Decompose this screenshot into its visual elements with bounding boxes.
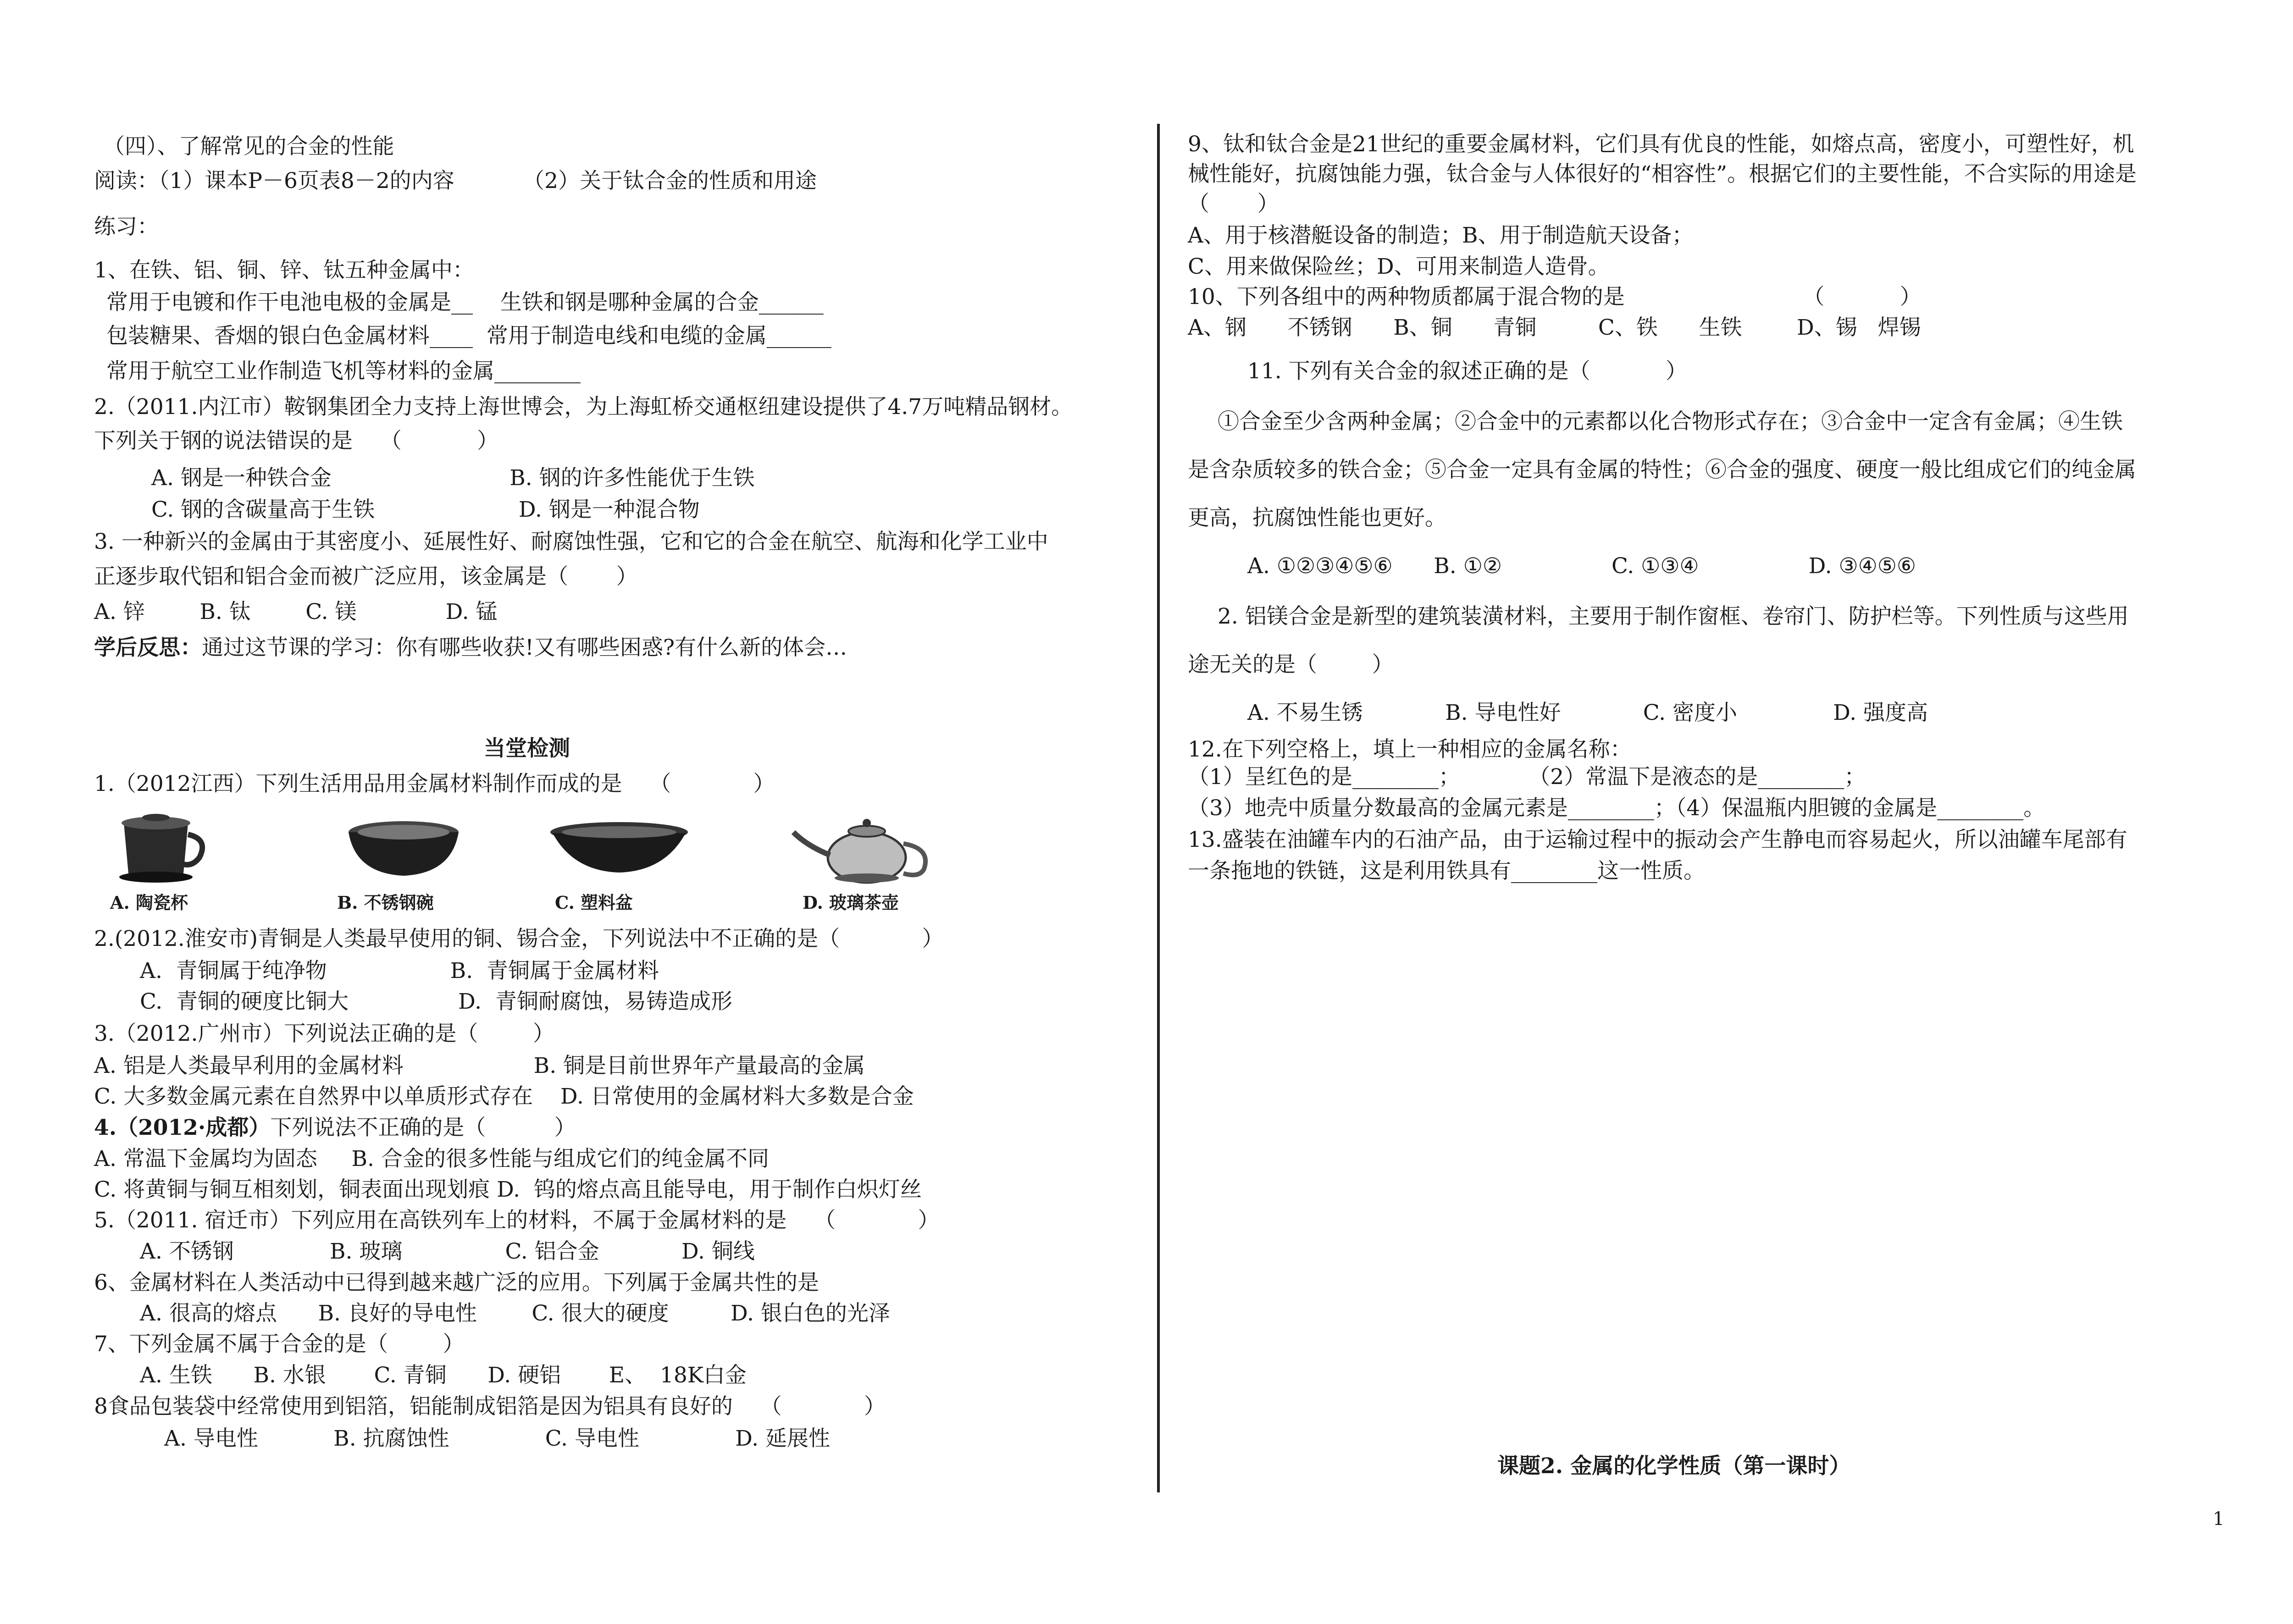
text-line: 5.（2011. 宿迁市）下列应用在高铁列车上的材料，不属于金属材料的是 （ ） — [94, 1208, 940, 1233]
text-line: A. 钢是一种铁合金 B. 钢的许多性能优于生铁 — [151, 465, 755, 491]
text-line: A. ①②③④⑤⑥ B. ①② C. ①③④ D. ③④⑤⑥ — [1247, 553, 1916, 579]
text-line: C. 青铜的硬度比铜大 D. 青铜耐腐蚀，易铸造成形 — [140, 989, 732, 1014]
text-line: 是含杂质较多的铁合金；⑤合金一定具有金属的特性；⑥合金的强度、硬度一般比组成它们的纯金属 — [1188, 457, 2136, 482]
text-line — [94, 1114, 576, 1142]
text-line: （3）地壳中质量分数最高的金属元素是________；（4）保温瓶内胆镀的金属是________。 — [1188, 795, 2045, 821]
page-number: 1 — [2213, 1508, 2225, 1530]
text-line: 阅读：（1）课本P－6页表8－2的内容 （2）关于钛合金的性质和用途 — [94, 168, 817, 193]
section-heading: 课题2. 金属的化学性质（第一课时） — [1497, 1453, 1851, 1479]
text-line: （四）、了解常见的合金的性能 — [103, 134, 394, 159]
text-line: A. 常温下金属均为固态 B. 合金的很多性能与组成它们的纯金属不同 — [94, 1146, 769, 1171]
ceramic-cup-caption: A. 陶瓷杯 — [110, 892, 188, 913]
text-line: C. 将黄铜与铜互相刻划，铜表面出现划痕 D. 钨的熔点高且能导电，用于制作白炽灯丝 — [94, 1177, 922, 1202]
plastic-basin-icon — [546, 814, 697, 887]
text-line: C. 大多数金属元素在自然界中以单质形式存在 D. 日常使用的金属材料大多数是合金 — [94, 1084, 914, 1109]
text-line: 1.（2012江西）下列生活用品用金属材料制作而成的是 （ ） — [94, 771, 775, 796]
text-line: A、用于核潜艇设备的制造；B、用于制造航天设备； — [1188, 223, 1694, 248]
bold-label: 4.（2012·成都） — [94, 1115, 271, 1140]
text-line: 正逐步取代铝和铝合金而被广泛应用，该金属是（ ） — [94, 564, 638, 589]
text-line: 2.（2011.内江市）鞍钢集团全力支持上海世博会，为上海虹桥交通枢纽建设提供了4.7万吨精品钢材。 — [94, 394, 1073, 420]
text-line: A. 导电性 B. 抗腐蚀性 C. 导电性 D. 延展性 — [164, 1426, 830, 1451]
text-line: 12.在下列空格上，填上一种相应的金属名称： — [1188, 737, 1632, 762]
text-line: 2.(2012.淮安市)青铜是人类最早使用的铜、锡合金，下列说法中不正确的是（ ） — [94, 926, 944, 951]
text-line: 7、下列金属不属于合金的是（ ） — [94, 1331, 465, 1357]
text-line: 途无关的是（ ） — [1188, 652, 1394, 677]
text-line: A. 青铜属于纯净物 B. 青铜属于金属材料 — [140, 958, 659, 983]
text-line: 11. 下列有关合金的叙述正确的是（ ） — [1247, 359, 1688, 384]
text-line: 械性能好，抗腐蚀能力强，钛合金与人体很好的“相容性”。根据它们的主要性能，不合实际的用途是 — [1188, 161, 2137, 187]
stainless-bowl-icon — [342, 814, 493, 887]
text-line: （ ） — [1188, 191, 1279, 216]
text-line — [94, 634, 847, 662]
text-line: A. 铝是人类最早利用的金属材料 B. 铜是目前世界年产量最高的金属 — [94, 1053, 865, 1078]
glass-teapot-caption: D. 玻璃茶壶 — [803, 892, 899, 913]
text-line: 13.盛装在油罐车内的石油产品，由于运输过程中的振动会产生静电而容易起火，所以油罐车尾部有 — [1188, 827, 2127, 852]
stainless-bowl-caption: B. 不锈钢碗 — [337, 892, 434, 913]
text-line: 常用于电镀和作干电池电极的金属是__ 生铁和钢是哪种金属的合金______ — [106, 290, 824, 315]
text-line: 2. 铝镁合金是新型的建筑装潢材料，主要用于制作窗框、卷帘门、防护栏等。下列性质与这些用 — [1218, 604, 2129, 629]
text-line: 练习： — [94, 214, 159, 239]
bold-label: 学后反思： — [94, 635, 202, 660]
text-line: 3. 一种新兴的金属由于其密度小、延展性好、耐腐蚀性强，它和它的合金在航空、航海和化学工业中 — [94, 529, 1048, 554]
text-line: A. 锌 B. 钛 C. 镁 D. 锰 — [94, 599, 498, 624]
text-line: A. 不锈钢 B. 玻璃 C. 铝合金 D. 铜线 — [140, 1239, 755, 1264]
text-line: 更高，抗腐蚀性能也更好。 — [1188, 505, 1446, 530]
text-line: A. 生铁 B. 水银 C. 青铜 D. 硬铝 E、 18K白金 — [140, 1363, 747, 1388]
text-line: （1）呈红色的是________； （2）常温下是液态的是________； — [1188, 764, 1866, 790]
text-line: ①合金至少含两种金属；②合金中的元素都以化合物形式存在；③合金中一定含有金属；④生铁 — [1218, 409, 2123, 434]
text-line: 3.（2012.广州市）下列说法正确的是（ ） — [94, 1021, 554, 1046]
text-line: 常用于航空工业作制造飞机等材料的金属________ — [106, 359, 581, 384]
column-divider — [1157, 124, 1160, 1492]
text-line: A. 不易生锈 B. 导电性好 C. 密度小 D. 强度高 — [1247, 700, 1928, 725]
text-line: 一条拖地的铁链，这是利用铁具有________这一性质。 — [1188, 858, 1705, 884]
text-line: 8食品包装袋中经常使用到铝箔，铝能制成铝箔是因为铝具有良好的 （ ） — [94, 1394, 886, 1419]
glass-teapot-icon — [789, 814, 940, 887]
text-line: C. 钢的含碳量高于生铁 D. 钢是一种混合物 — [151, 497, 700, 522]
text-line: 下列关于钢的说法错误的是 （ ） — [94, 428, 499, 453]
text-line: 1、在铁、铝、铜、锌、钛五种金属中： — [94, 258, 474, 283]
plastic-basin-caption: C. 塑料盆 — [555, 892, 633, 913]
section-heading: 当堂检测 — [484, 736, 570, 761]
text-line: C、用来做保险丝；D、可用来制造人造骨。 — [1188, 254, 1610, 279]
text-line: A、钢 不锈钢 B、铜 青铜 C、铁 生铁 D、锡 焊锡 — [1188, 315, 1921, 340]
line-text: 下列说法不正确的是（ ） — [270, 1115, 576, 1140]
ceramic-cup-icon — [115, 814, 266, 887]
text-line: 10、下列各组中的两种物质都属于混合物的是 （ ） — [1188, 284, 1922, 309]
text-line: 9、钛和钛合金是21世纪的重要金属材料，它们具有优良的性能，如熔点高，密度小，可塑性好，机 — [1188, 132, 2134, 157]
line-text: 通过这节课的学习：你有哪些收获!又有哪些困惑?有什么新的体会… — [202, 635, 847, 660]
text-line: 包装糖果、香烟的银白色金属材料____ 常用于制造电线和电缆的金属______ — [106, 323, 831, 348]
text-line: A. 很高的熔点 B. 良好的导电性 C. 很大的硬度 D. 银白色的光泽 — [140, 1301, 890, 1326]
text-line: 6、金属材料在人类活动中已得到越来越广泛的应用。下列属于金属共性的是 — [94, 1270, 819, 1295]
